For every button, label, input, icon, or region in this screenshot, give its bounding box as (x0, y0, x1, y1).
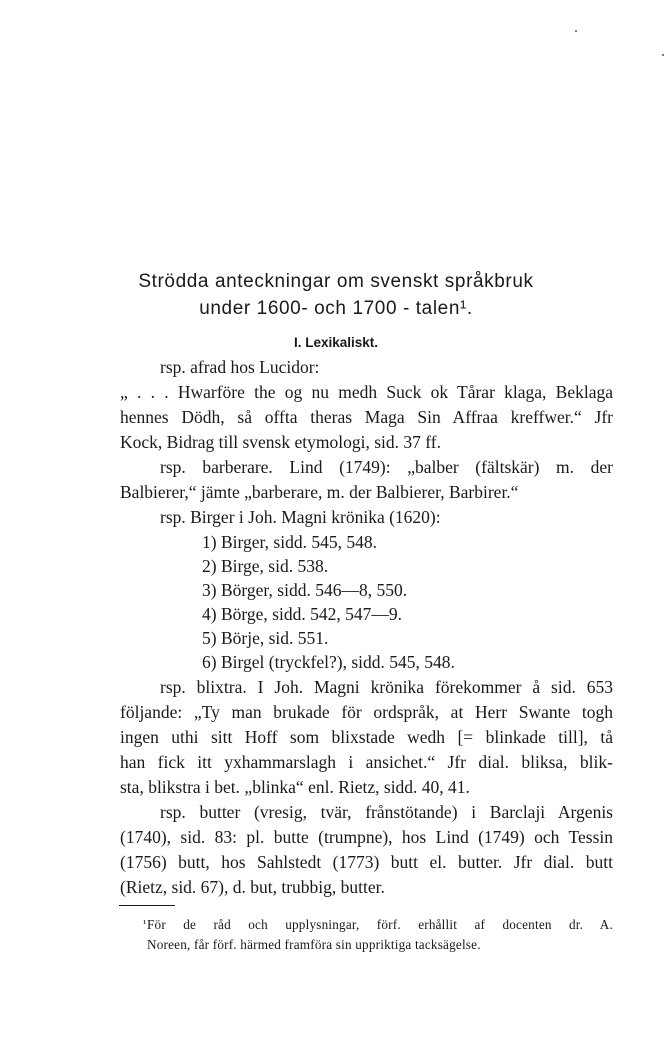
body-line: hennes Dödh, så offta theras Maga Sin Affraa kreffwer.“ Jfr (120, 407, 613, 427)
list-item: 2) Birge, sid. 538. (202, 556, 329, 576)
entry-birger: rsp. Birger i Joh. Magni krönika (1620): (160, 507, 441, 527)
body-line: Balbierer,“ jämte „barberare, m. der Balbierer, Barbirer.“ (120, 482, 519, 502)
body-line: „ . . . Hwarföre the og nu medh Suck ok Tårar klaga, Beklaga (120, 382, 613, 402)
entry-afrad: rsp. afrad hos Lucidor: (160, 357, 320, 377)
body-line: ingen uthi sitt Hoff som blixstade wedh [= blinkade till], tå (120, 727, 613, 747)
footnote-marker: ¹ (143, 918, 147, 930)
body-line: (Rietz, sid. 67), d. but, trubbig, butter. (120, 877, 385, 897)
body-line: han fick itt yxhammarslagh i ansichet.“ Jfr dial. bliksa, blik- (120, 752, 613, 772)
speck (662, 54, 664, 56)
speck (575, 30, 577, 32)
list-item: 6) Birgel (tryckfel?), sidd. 545, 548. (202, 652, 455, 672)
article-title-line-2: under 1600- och 1700 - talen¹. (199, 298, 473, 319)
entry-barberare: rsp. barberare. Lind (1749): „balber (fältskär) m. der (160, 457, 613, 477)
body-line: (1756) butt, hos Sahlstedt (1773) butt el. butter. Jfr dial. butt (120, 852, 613, 872)
section-heading: I. Lexikaliskt. (293, 335, 379, 350)
list-item: 1) Birger, sidd. 545, 548. (202, 532, 377, 552)
body-line: sta, blikstra i bet. „blinka“ enl. Rietz, sidd. 40, 41. (120, 777, 470, 797)
list-item: 4) Börge, sidd. 542, 547—9. (202, 604, 402, 624)
footnote-line: För de råd och upplysningar, förf. erhållit af docenten dr. A. (147, 917, 613, 932)
article-title-line-1: Strödda anteckningar om svenskt språkbruk (138, 271, 534, 292)
body-line: (1740), sid. 83: pl. butte (trumpne), hos Lind (1749) och Tessin (120, 827, 613, 847)
body-line: följande: „Ty man brukade för ordspråk, at Herr Swante togh (120, 702, 613, 722)
list-item: 5) Börje, sid. 551. (202, 628, 329, 648)
footnote-rule (119, 905, 175, 906)
entry-butter: rsp. butter (vresig, tvär, frånstötande) i Barclaji Argenis (160, 802, 613, 822)
body-line: Kock, Bidrag till svensk etymologi, sid. 37 ff. (120, 432, 441, 452)
entry-blixtra: rsp. blixtra. I Joh. Magni krönika förekommer å sid. 653 (160, 677, 613, 697)
footnote-line: Noreen, får förf. härmed framföra sin uppriktiga tacksägelse. (147, 937, 481, 952)
list-item: 3) Börger, sidd. 546—8, 550. (202, 580, 408, 600)
